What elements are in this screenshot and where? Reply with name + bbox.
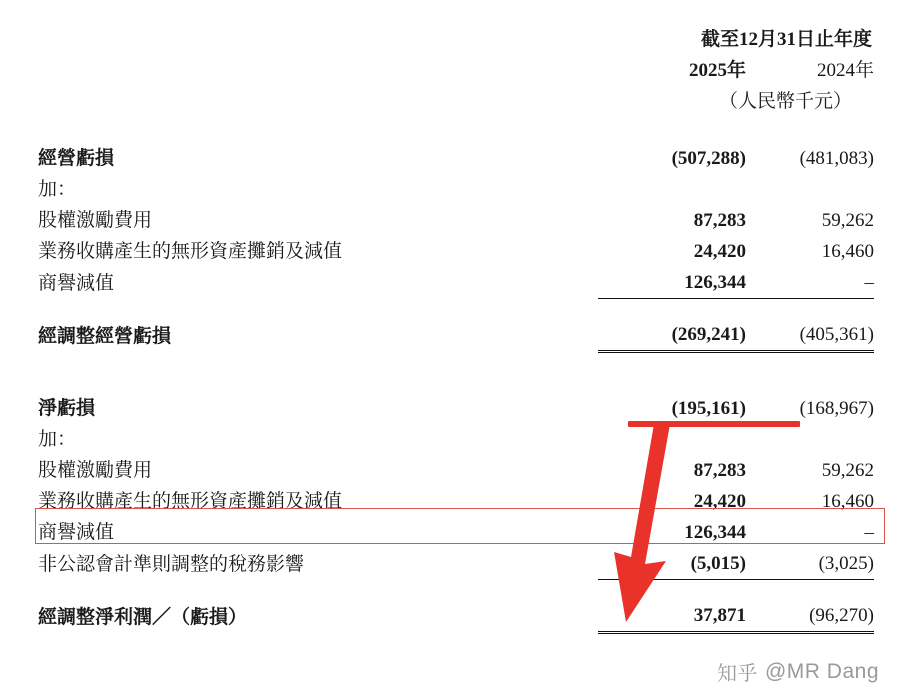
row-value-current — [598, 174, 746, 205]
table-row-subtotal — [38, 600, 874, 633]
row-value-current: (5,015) — [598, 548, 746, 580]
row-value-current: (195,161) — [671, 398, 746, 419]
row-label: 股權激勵費用 — [38, 210, 153, 231]
row-label: 股權激勵費用 — [38, 460, 153, 481]
table-row — [38, 267, 874, 299]
row-label: 經調整經營虧損 — [38, 325, 172, 347]
table-row — [38, 548, 874, 580]
row-label: 非公認會計準則調整的稅務影響 — [38, 553, 305, 575]
table-row — [38, 455, 874, 486]
row-label: 業務收購產生的無形資產攤銷及減值 — [38, 241, 343, 262]
row-value-prior: 59,262 — [821, 210, 874, 231]
row-value-current: (507,288) — [671, 148, 746, 169]
row-label: 業務收購產生的無形資產攤銷及減值 — [38, 491, 343, 512]
row-label: 淨虧損 — [38, 398, 96, 419]
table-row — [38, 205, 874, 236]
table-row — [38, 424, 874, 455]
table-row — [38, 143, 874, 174]
row-label: 經營虧損 — [38, 148, 115, 169]
period-title: 截至12月31日止年度 — [700, 29, 872, 50]
zhihu-logo-icon: 知乎 — [716, 663, 758, 685]
row-value-current: 87,283 — [693, 210, 746, 231]
row-value-prior: 59,262 — [821, 460, 874, 481]
watermark — [717, 657, 879, 686]
row-value-prior — [746, 174, 874, 205]
spacer-row — [38, 580, 874, 601]
spacer-row — [38, 352, 874, 380]
row-label: 經調整淨利潤／（虧損） — [38, 606, 248, 628]
annotation-arrow-icon — [604, 424, 690, 622]
row-value-prior: 16,460 — [821, 241, 874, 262]
row-value-prior: (405,361) — [746, 319, 874, 352]
table-header-years — [38, 55, 874, 86]
table-row — [38, 393, 874, 424]
table-row — [38, 174, 874, 205]
header-spacer — [38, 24, 598, 55]
row-value-current: 126,344 — [684, 522, 746, 543]
row-value-current: 126,344 — [598, 267, 746, 299]
table-header-currency — [38, 86, 874, 117]
year-current-header: 2025年 — [688, 60, 746, 81]
row-label: 加： — [38, 429, 77, 450]
row-value-current: 37,871 — [598, 600, 746, 633]
table-header-period — [38, 24, 874, 55]
row-value-prior — [746, 424, 874, 455]
watermark-text: @MR Dang — [764, 659, 879, 683]
row-label: 加： — [38, 179, 77, 200]
table-row — [38, 236, 874, 267]
spacer-row — [38, 299, 874, 320]
currency-note: （人民幣千元） — [718, 91, 852, 112]
row-value-current: 24,420 — [693, 241, 746, 262]
row-label: 商譽減值 — [38, 522, 115, 543]
header-spacer-3 — [38, 86, 598, 117]
year-prior-header: 2024年 — [816, 60, 874, 81]
row-value-prior: (96,270) — [746, 600, 874, 633]
row-value-prior: (3,025) — [746, 548, 874, 580]
spacer-row — [38, 117, 874, 143]
spacer-row — [38, 379, 874, 393]
row-value-prior: (481,083) — [799, 148, 874, 169]
row-value-current: 87,283 — [693, 460, 746, 481]
row-value-prior: – — [746, 267, 874, 299]
table-row-subtotal — [38, 319, 874, 352]
row-value-prior: (168,967) — [799, 398, 874, 419]
row-label: 商譽減值 — [38, 272, 115, 294]
row-value-current: (269,241) — [598, 319, 746, 352]
row-value-prior: – — [864, 522, 874, 543]
annotation-highlight-box — [35, 508, 885, 544]
header-spacer-2 — [38, 55, 598, 86]
row-value-current: 24,420 — [693, 491, 746, 512]
row-value-prior: 16,460 — [821, 491, 874, 512]
